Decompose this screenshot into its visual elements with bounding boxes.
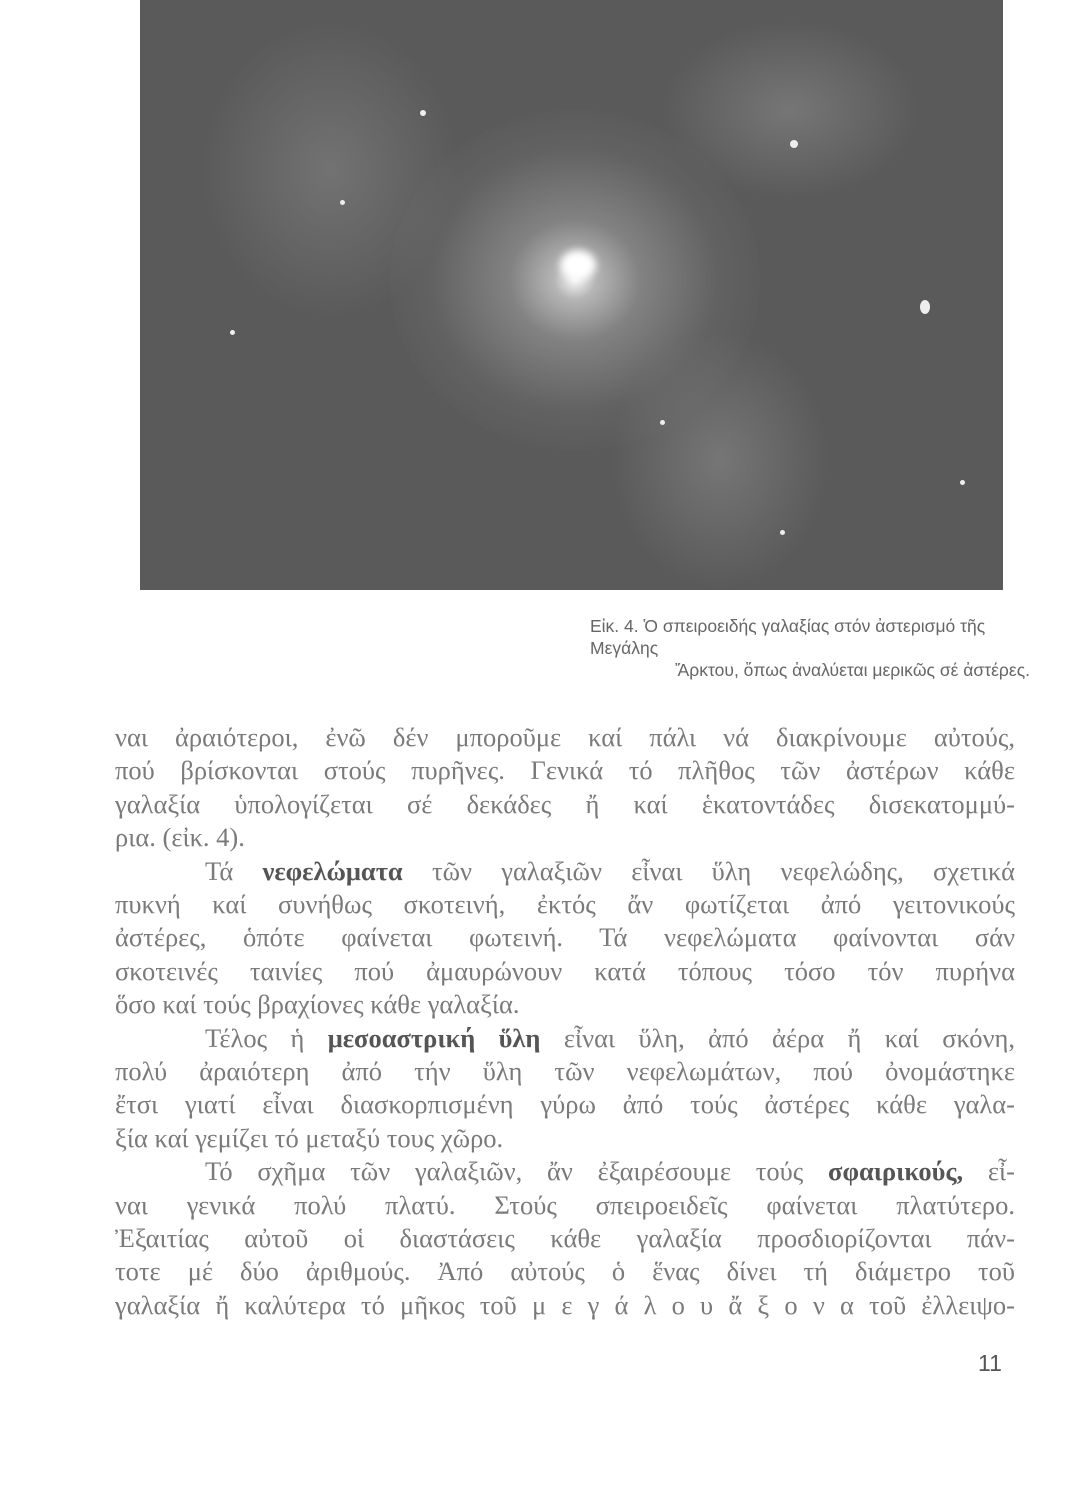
text-segment: Ἐξαιτίας αὐτοῦ οἱ διαστάσεις κάθε γαλαξία προσδιορίζονται πάν-	[115, 1223, 1015, 1253]
text-line	[115, 788, 1015, 820]
figure-caption	[590, 615, 1030, 681]
text-segment: γαλαξία ὑπολογίζεται σέ δεκάδες ἤ καί ἑκατοντάδες δισεκατομμύ-	[115, 788, 1015, 819]
text-segment: ναι ἀραιότεροι, ἐνῶ δέν μποροῦμε καί πάλι νά διακρίνουμε αὐτούς,	[115, 722, 1015, 752]
text-segment: ναι γενικά πολύ πλατύ. Στούς σπειροειδεῖς φαίνεται πλατύτερο.	[115, 1189, 1015, 1220]
text-segment: τῶν γαλαξιῶν εἶναι ὕλη νεφελώδης, σχετικά	[402, 855, 1015, 886]
text-line	[115, 1222, 1015, 1254]
bold-term: νεφελώματα	[262, 855, 403, 886]
text-segment: ἔτσι γιατί εἶναι διασκορπισμένη γύρω ἀπό τούς ἀστέρες κάθε γαλα-	[115, 1089, 1015, 1120]
bold-term: μεσοαστρική ὕλη	[327, 1022, 541, 1053]
text-segment: πολύ ἀραιότερη ἀπό τήν ὕλη τῶν νεφελωμάτων, πού ὀνομάστηκε	[115, 1056, 1015, 1086]
page-number: 11	[978, 1350, 1002, 1376]
text-line	[115, 888, 1015, 920]
text-line	[115, 955, 1015, 987]
text-line	[115, 754, 1015, 786]
text-line	[115, 1289, 1015, 1321]
caption-line-2: Ἄρκτου, ὅπως ἀναλύεται μερικῶς σέ ἀστέρες.	[675, 660, 1030, 680]
text-segment: ρια. (εἰκ. 4).	[115, 822, 245, 853]
text-line	[115, 1255, 1015, 1287]
text-segment: πυκνή καί συνήθως σκοτεινή, ἐκτός ἄν φωτίζεται ἀπό γειτονικούς	[115, 889, 1015, 919]
text-line	[115, 1055, 1015, 1087]
text-line	[115, 1088, 1015, 1120]
text-segment: ξία καί γεμίζει τό μεταξύ τους χῶρο.	[115, 1122, 504, 1153]
text-line	[115, 721, 1015, 753]
text-line	[205, 1022, 1015, 1054]
text-line	[205, 855, 1015, 887]
text-segment: πού βρίσκονται στούς πυρῆνες. Γενικά τό πλῆθος τῶν ἀστέρων κάθε	[115, 755, 1015, 786]
text-segment: εἶναι ὕλη, ἀπό ἀέρα ἤ καί σκόνη,	[540, 1022, 1015, 1053]
galaxy-photo	[140, 0, 1003, 590]
text-segment: Τέλος ἡ	[205, 1022, 328, 1053]
text-segment: Τό σχῆμα τῶν γαλαξιῶν, ἄν ἐξαιρέσουμε τούς	[205, 1156, 829, 1187]
text-segment: εἶ-	[963, 1156, 1015, 1187]
text-line	[115, 921, 1015, 953]
text-line	[115, 821, 1015, 853]
text-line	[115, 1122, 1015, 1154]
text-segment: γαλαξία ἤ καλύτερα τό μῆκος τοῦ μ ε γ ά λ ο υ ἄ ξ ο ν α τοῦ ἐλλειψο-	[115, 1289, 1015, 1320]
text-segment: Τά	[205, 855, 263, 886]
text-segment: ὅσο καί τούς βραχίονες κάθε γαλαξία.	[115, 989, 520, 1020]
text-line	[205, 1155, 1015, 1187]
bold-term: σφαιρικούς,	[828, 1156, 964, 1187]
caption-line-1: Εἰκ. 4. Ὁ σπειροειδής γαλαξίας στόν ἀστερισμό τῆς Μεγάλης	[590, 616, 986, 658]
text-line	[115, 988, 1015, 1020]
text-segment: τοτε μέ δύο ἀριθμούς. Ἀπό αὐτούς ὁ ἕνας δίνει τή διάμετρο τοῦ	[115, 1256, 1015, 1287]
text-segment: ἀστέρες, ὁπότε φαίνεται φωτεινή. Τά νεφελώματα φαίνονται σάν	[115, 922, 1015, 953]
text-line	[115, 1189, 1015, 1221]
text-segment: σκοτεινές ταινίες πού ἀμαυρώνουν κατά τόπους τόσο τόν πυρήνα	[115, 955, 1015, 986]
